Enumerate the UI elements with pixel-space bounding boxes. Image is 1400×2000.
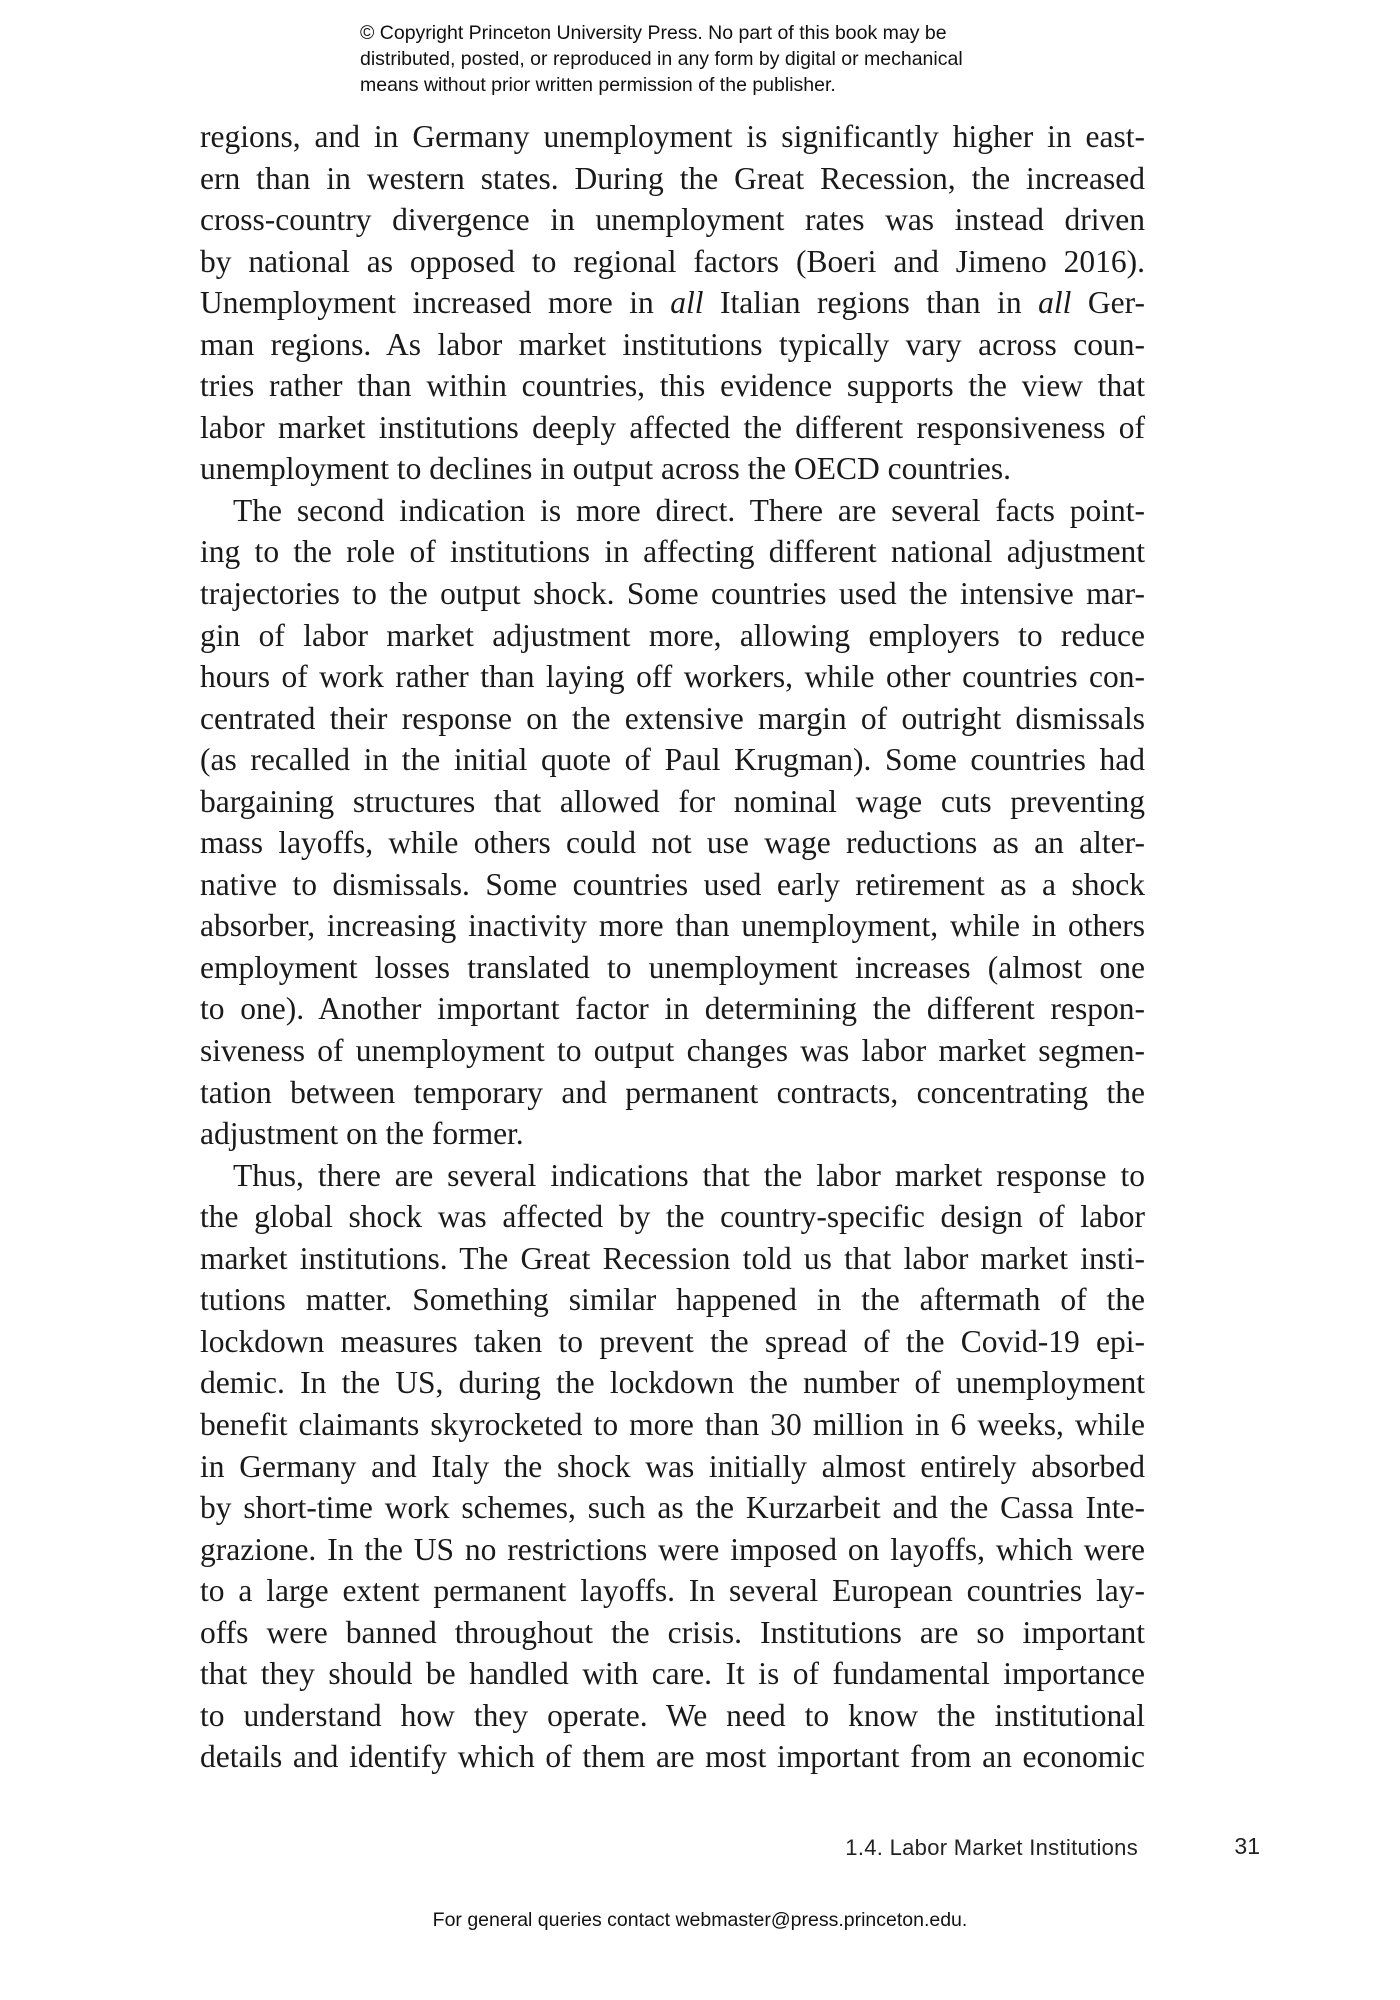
line-text: man regions. As labor market institutions typically vary across coun-	[200, 326, 1145, 362]
line-text: regions, and in Germany unemployment is significantly higher in east-	[200, 119, 1145, 154]
page-number: 31	[1234, 1833, 1260, 1859]
body-line	[200, 324, 1145, 366]
body-line	[200, 781, 1145, 823]
line-text: that they should be handled with care. It is of fundamental importance	[200, 1656, 1145, 1692]
line-text: by short-time work schemes, such as the Kurzarbeit and the Cassa Inte-	[200, 1490, 1145, 1526]
body-line	[200, 448, 1145, 490]
body-line	[200, 1321, 1145, 1363]
line-text: by national as opposed to regional factors (Boeri and Jimeno 2016).	[200, 243, 1145, 279]
line-text: to a large extent permanent layoffs. In several European countries lay-	[200, 1573, 1145, 1609]
line-text: details and identify which of them are most important from an economic	[200, 1739, 1145, 1775]
line-text: in Germany and Italy the shock was initially almost entirely absorbed	[200, 1448, 1145, 1484]
body-line	[200, 1612, 1145, 1654]
line-text: native to dismissals. Some countries used early retirement as a shock	[200, 866, 1145, 902]
body-line	[200, 1570, 1145, 1612]
body-line	[200, 739, 1145, 781]
line-text: grazione. In the US no restrictions were imposed on layoffs, which were	[200, 1531, 1145, 1567]
body-line	[200, 490, 1145, 532]
line-text: market institutions. The Great Recession told us that labor market insti-	[200, 1240, 1145, 1276]
body-text	[200, 116, 1145, 1778]
body-line	[200, 531, 1145, 573]
body-line	[200, 822, 1145, 864]
body-line	[200, 1155, 1145, 1197]
running-footer-section-title: 1.4. Labor Market Institutions	[845, 1835, 1138, 1860]
body-line	[200, 1196, 1145, 1238]
body-line	[200, 573, 1145, 615]
line-text: employment losses translated to unemployment increases (almost one	[200, 949, 1145, 985]
general-queries-footer: For general queries contact webmaster@press.princeton.edu.	[432, 1909, 968, 1931]
line-text: ing to the role of institutions in affecting different national adjustment	[200, 534, 1145, 570]
body-line	[200, 1362, 1145, 1404]
line-text: unemployment to declines in output across the OECD countries.	[200, 451, 1011, 487]
body-line	[200, 1238, 1145, 1280]
body-line	[200, 615, 1145, 657]
line-text: ern than in western states. During the Great Recession, the increased	[200, 160, 1145, 196]
copyright-line: © Copyright Princeton University Press. No part of this book may be	[360, 22, 947, 44]
line-text: absorber, increasing inactivity more than unemployment, while in others	[200, 908, 1145, 944]
line-text: tries rather than within countries, this evidence supports the view that	[200, 368, 1145, 404]
line-text: adjustment on the former.	[200, 1116, 524, 1152]
line-text: cross-country divergence in unemployment rates was instead driven	[200, 202, 1145, 238]
line-text: (as recalled in the initial quote of Paul Krugman). Some countries had	[200, 742, 1145, 778]
body-line	[200, 1487, 1145, 1529]
line-text: Italian regions than in	[703, 285, 1039, 321]
line-text: bargaining structures that allowed for nominal wage cuts preventing	[200, 783, 1145, 819]
body-line	[200, 1279, 1145, 1321]
line-text: labor market institutions deeply affected the different responsiveness of	[200, 409, 1145, 445]
line-text: Unemployment increased more in	[200, 285, 671, 321]
line-text: to understand how they operate. We need to know the institutional	[200, 1697, 1145, 1733]
line-text: mass layoffs, while others could not use wage reductions as an alter-	[200, 825, 1145, 861]
line-text: Ger-	[1071, 285, 1145, 321]
body-line	[200, 947, 1145, 989]
body-line	[200, 864, 1145, 906]
line-text: offs were banned throughout the crisis. Institutions are so important	[200, 1614, 1145, 1650]
italic-text: all	[1038, 285, 1072, 321]
body-line	[200, 1695, 1145, 1737]
body-line	[200, 407, 1145, 449]
body-line	[200, 988, 1145, 1030]
line-text: demic. In the US, during the lockdown the number of unemployment	[200, 1365, 1145, 1401]
body-line	[200, 199, 1145, 241]
line-text: trajectories to the output shock. Some countries used the intensive mar-	[200, 576, 1145, 612]
body-line	[200, 698, 1145, 740]
line-text: the global shock was affected by the country-specific design of labor	[200, 1199, 1145, 1235]
copyright-notice	[360, 20, 1080, 98]
line-text: hours of work rather than laying off workers, while other countries con-	[200, 659, 1145, 695]
body-line	[200, 365, 1145, 407]
line-text: centrated their response on the extensive margin of outright dismissals	[200, 700, 1145, 736]
body-line	[200, 282, 1145, 324]
line-text: benefit claimants skyrocketed to more than 30 million in 6 weeks, while	[200, 1406, 1145, 1442]
line-text: The second indication is more direct. There are several facts point-	[233, 492, 1145, 528]
body-line	[200, 1030, 1145, 1072]
italic-text: all	[670, 285, 704, 321]
body-line	[200, 656, 1145, 698]
body-line	[200, 116, 1145, 158]
body-line	[200, 905, 1145, 947]
copyright-line: means without prior written permission of the publisher.	[360, 74, 836, 96]
body-line	[200, 1446, 1145, 1488]
body-line	[200, 158, 1145, 200]
body-line	[200, 1113, 1145, 1155]
body-line	[200, 241, 1145, 283]
line-text: tutions matter. Something similar happened in the aftermath of the	[200, 1282, 1145, 1318]
line-text: siveness of unemployment to output changes was labor market segmen-	[200, 1033, 1145, 1069]
body-line	[200, 1736, 1145, 1778]
body-line	[200, 1529, 1145, 1571]
line-text: gin of labor market adjustment more, allowing employers to reduce	[200, 617, 1145, 653]
line-text: lockdown measures taken to prevent the spread of the Covid-19 epi-	[200, 1323, 1145, 1359]
line-text: tation between temporary and permanent contracts, concentrating the	[200, 1074, 1145, 1110]
body-line	[200, 1653, 1145, 1695]
line-text: to one). Another important factor in determining the different respon-	[200, 991, 1145, 1027]
copyright-line: distributed, posted, or reproduced in any form by digital or mechanical	[360, 48, 963, 70]
line-text: Thus, there are several indications that the labor market response to	[233, 1157, 1145, 1193]
body-line	[200, 1072, 1145, 1114]
body-line	[200, 1404, 1145, 1446]
